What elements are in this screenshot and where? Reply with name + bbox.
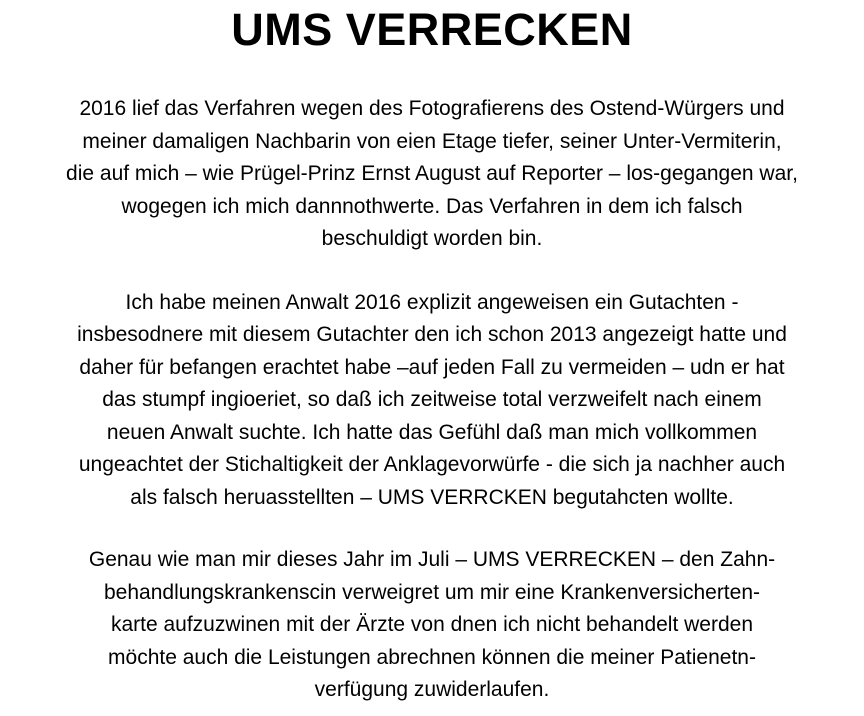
text-line: verfügung zuwiderlaufen. bbox=[314, 678, 550, 701]
text-line: ungeachtet der Stichaltigkeit der Anklagevorwürfe - die sich ja nachher auch bbox=[78, 453, 786, 476]
text-line: die auf mich – wie Prügel-Prinz Ernst August auf Reporter – los-gegangen war, bbox=[66, 162, 798, 185]
text-line: behandlungskrankenscin verweigret um mir eine Krankenversicherten- bbox=[104, 580, 760, 604]
text-line: möchte auch die Leistungen abrechnen können die meiner Patienetn- bbox=[108, 645, 756, 669]
text-line: Ich habe meinen Anwalt 2016 explizit angeweisen ein Gutachten - bbox=[125, 290, 739, 314]
text-line: als falsch heruasstellten – UMS VERRCKEN begutahcten wollte. bbox=[130, 485, 734, 509]
text-line: neuen Anwalt suchte. Ich hatte das Gefühl daß man mich vollkommen bbox=[106, 420, 758, 444]
text-line: meiner damaligen Nachbarin von eien Etage tiefer, seiner Unter-Vermiterin, bbox=[82, 129, 782, 153]
paragraph-2 bbox=[4, 287, 860, 515]
text-line: daher für befangen erachtet habe –auf jeden Fall zu vermeiden – udn er hat bbox=[79, 355, 785, 379]
paragraph-1 bbox=[4, 93, 860, 256]
text-line: Genau wie man mir dieses Jahr im Juli – UMS VERRECKEN – den Zahn- bbox=[88, 548, 776, 571]
text-line: beschuldigt worden bin. bbox=[321, 227, 543, 250]
text-line: karte aufzuzwinen mit der Ärzte von dnen ich nicht behandelt werden bbox=[110, 613, 754, 636]
text-line: insbesodnere mit diesem Gutachter den ich schon 2013 angezeigt hatte und bbox=[77, 323, 787, 346]
paragraph-3 bbox=[4, 544, 860, 707]
text-line: das stumpf ingioeriet, so daß ich zeitweise total verzweifelt nach einem bbox=[102, 388, 762, 411]
text-line: 2016 lief das Verfahren wegen des Fotografierens des Ostend-Würgers und bbox=[79, 97, 785, 120]
document-title: UMS VERRECKEN bbox=[231, 4, 633, 55]
text-line: wogegen ich mich dannnothwerte. Das Verfahren in dem ich falsch bbox=[121, 194, 743, 218]
